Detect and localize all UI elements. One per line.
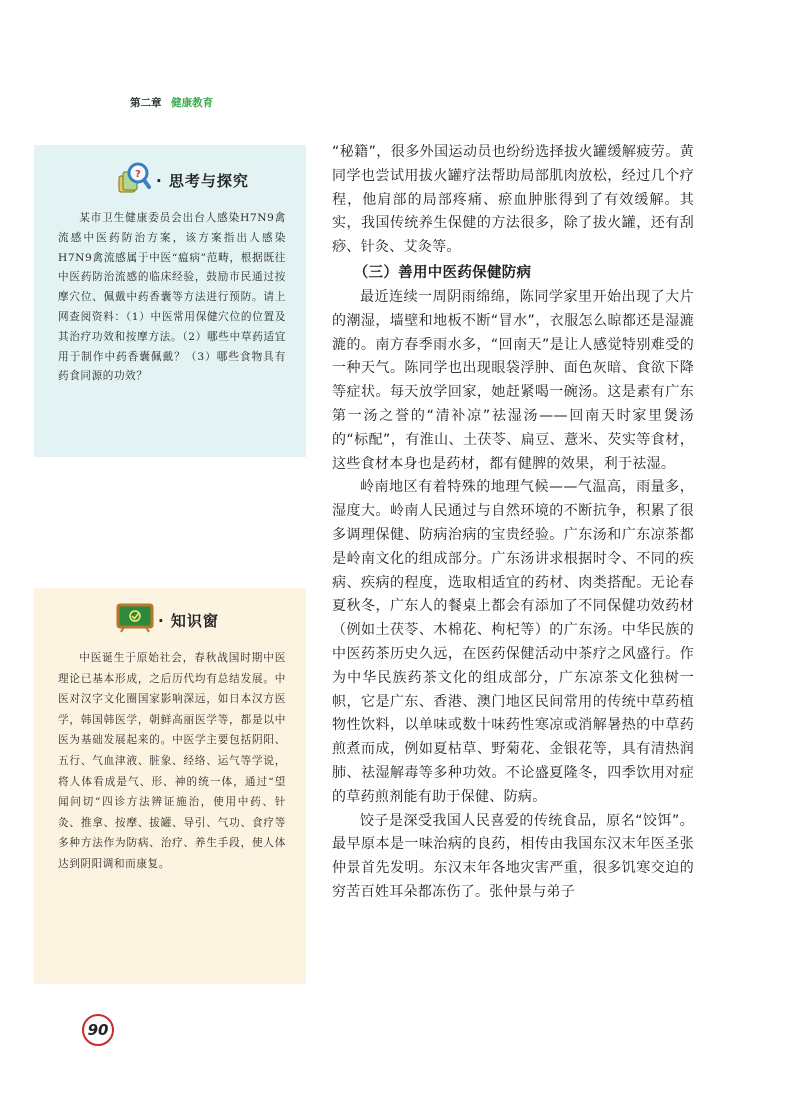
paragraph-damp-weather: 最近连续一周阴雨绵绵，陈同学家里开始出现了大片的潮湿，墙壁和地板不断“冒水”，衣服怎么晾都还是湿漉漉的。南方春季雨水多，“回南天”是让人感觉特别难受的一种天气。陈同学也出现眼袋浮肿、面色灰暗、食欲下降等症状。每天放学回家，她赶紧喝一碗汤。这是素有广东第一汤之誉的“清补凉”祛湿汤——回南天时家里煲汤的“标配”，有淮山、土茯苓、扁豆、薏米、芡实等食材，这些食材本身也是药材，都有健脾的效果，利于祛湿。 — [332, 288, 694, 472]
chapter-header — [130, 95, 213, 110]
think-explore-box — [34, 145, 306, 457]
svg-text:?: ? — [135, 169, 141, 180]
knowledge-window-text: 中医诞生于原始社会，春秋战国时期中医理论已基本形成，之后历代均有总结发展。中医对汉字文化圈国家影响深远，如日本汉方医学，韩国韩医学，朝鲜高丽医学等，都是以中医为基础发展起来的。中医学主要包括阴阳、五行、气血津液、脏象、经络、运气等学说，将人体看成是气、形、神的统一体，通过“望闻问切”四诊方法辨证施治，使用中药、针灸、推拿、按摩、拔罐、导引、气功、食疗等多种方法作为防病、治疗、养生手段，使人体达到阴阳调和而康复。 — [58, 652, 286, 870]
knowledge-window-box — [34, 588, 306, 984]
think-explore-text: 某市卫生健康委员会出台人感染H7N9禽流感中医药防治方案，该方案指出人感染H7N9禽流感属于中医“瘟病”范畴，根据既往中医药防治流感的临床经验，鼓励市民通过按摩穴位、佩戴中药香囊等方法进行预防。请上网查阅资料：（1）中医常用保健穴位的位置及其治疗功效和按摩方法。（2）哪些中草药适宜用于制作中药香囊佩戴？（3）哪些食物具有药食同源的功效？ — [58, 212, 286, 383]
blackboard-icon — [116, 603, 154, 637]
knowledge-window-title: · 知识窗 — [158, 611, 219, 630]
chapter-label: 第二章 — [130, 97, 162, 109]
think-explore-header — [116, 157, 286, 203]
paragraph-continued: “秘籍”，很多外国运动员也纷纷选择拔火罐缓解疲劳。黄同学也尝试用拔火罐疗法帮助局部肌肉放松，经过几个疗程，他肩部的局部疼痛、瘀血肿胀得到了有效缓解。其实，我国传统养生保健的方法很多，除了拔火罐，还有刮痧、针灸、艾灸等。 — [332, 144, 694, 256]
main-text-column — [332, 141, 694, 905]
page-number: 90 — [82, 1014, 114, 1046]
section-label: 健康教育 — [171, 97, 214, 109]
magnifier-books-icon — [116, 160, 152, 200]
section-heading: （三）善用中医药保健防病 — [353, 264, 532, 281]
knowledge-window-header — [116, 600, 286, 640]
think-explore-title: · 思考与探究 — [156, 171, 249, 190]
paragraph-lingnan: 岭南地区有着特殊的地理气候——气温高，雨量多，湿度大。岭南人民通过与自然环境的不断抗争，积累了很多调理保健、防病治病的宝贵经验。广东汤和广东凉茶都是岭南文化的组成部分。广东汤讲求根据时令、不同的疾病、疾病的程度，选取相适宜的药材、肉类搭配。无论春夏秋冬，广东人的餐桌上都会有添加了不同保健功效药材（例如土茯苓、木棉花、枸杞等）的广东汤。中华民族的中医药茶历史久远，在医药保健活动中茶疗之风盛行。作为中华民族药茶文化的组成部分，广东凉茶文化独树一帜，它是广东、香港、澳门地区民间常用的传统中草药植物性饮料，以单味或数十味药性寒凉或消解暑热的中草药煎煮而成，例如夏枯草、野菊花、金银花等，具有清热润肺、祛湿解毒等多种功效。不论盛夏隆冬，四季饮用对症的草药煎剂能有助于保健、防病。 — [332, 479, 694, 805]
paragraph-dumplings: 饺子是深受我国人民喜爱的传统食品，原名“饺饵”。最早原本是一味治病的良药，相传由我国东汉末年医圣张仲景首先发明。东汉末年各地灾害严重，很多饥寒交迫的穷苦百姓耳朵都冻伤了。张仲景与弟子 — [332, 812, 694, 900]
